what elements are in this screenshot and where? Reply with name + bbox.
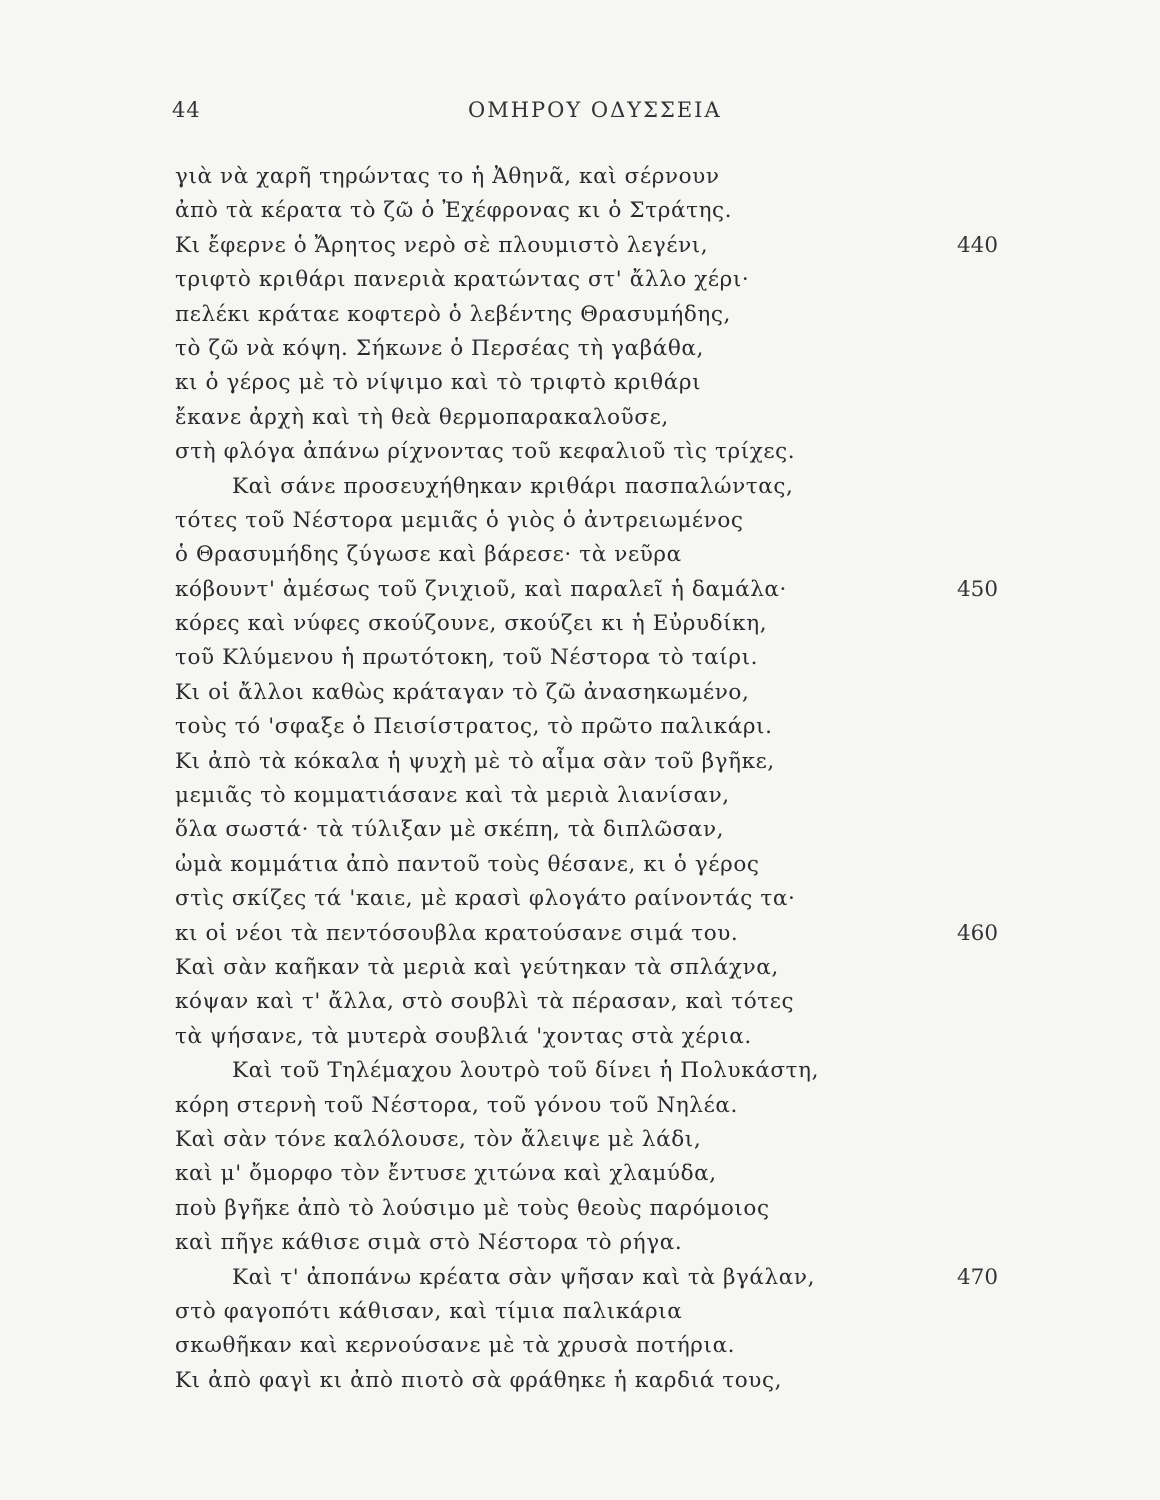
verse-line xyxy=(0,882,1160,916)
verse-text: γιὰ νὰ χαρῆ τηρώντας το ἡ Ἀθηνᾶ, καὶ σέρνουν xyxy=(175,164,720,189)
verse-line xyxy=(0,1089,1160,1123)
verse-line xyxy=(0,1295,1160,1329)
verse-line xyxy=(0,1157,1160,1191)
verse-line xyxy=(0,538,1160,572)
verse-text: καὶ μ' ὄμορφο τὸν ἔντυσε χιτώνα καὶ χλαμύδα, xyxy=(175,1161,717,1187)
verse-line xyxy=(0,1054,1160,1088)
verse-text: πελέκι κράταε κοφτερὸ ὁ λεβέντης Θρασυμήδης, xyxy=(175,301,731,327)
verse-line xyxy=(0,229,1160,263)
verse-line xyxy=(0,263,1160,297)
verse-line xyxy=(0,745,1160,779)
verse-text: τοῦ Κλύμενου ἡ πρωτότοκη, τοῦ Νέστορα τὸ ταίρι. xyxy=(175,645,759,671)
verse-text: στὶς σκίζες τά 'καιε, μὲ κρασὶ φλογάτο ραίνοντάς τα· xyxy=(175,886,796,912)
verse-text: ὠμὰ κομμάτια ἀπὸ παντοῦ τοὺς θέσανε, κι ὁ γέρος xyxy=(175,851,760,877)
verse-line xyxy=(0,1020,1160,1054)
verse-text: τριφτὸ κριθάρι πανεριὰ κρατώντας στ' ἄλλο χέρι· xyxy=(175,267,750,293)
verse-text: Καὶ σάνε προσευχήθηκαν κριθάρι πασπαλώντας, xyxy=(232,473,794,499)
verse-line xyxy=(0,641,1160,675)
line-number: 470 xyxy=(957,1264,999,1290)
verse-text: Καὶ σὰν τόνε καλόλουσε, τὸν ἄλειψε μὲ λάδι, xyxy=(175,1126,702,1152)
verse-line xyxy=(0,573,1160,607)
page-header xyxy=(0,98,1160,128)
verse-text: σκωθῆκαν καὶ κερνούσανε μὲ τὰ χρυσὰ ποτήρια. xyxy=(175,1333,736,1359)
verse-line xyxy=(0,779,1160,813)
line-number: 440 xyxy=(957,232,999,258)
verse-text: κι ὁ γέρος μὲ τὸ νίψιμο καὶ τὸ τριφτὸ κριθάρι xyxy=(175,370,702,396)
verse-text: Καὶ τοῦ Τηλέμαχου λουτρὸ τοῦ δίνει ἡ Πολυκάστη, xyxy=(232,1058,820,1084)
verse-text: ὁ Θρασυμήδης ζύγωσε καὶ βάρεσε· τὰ νεῦρα xyxy=(175,542,682,568)
verse-text: τὸ ζῶ νὰ κόψη. Σήκωνε ὁ Περσέας τὴ γαβάθα, xyxy=(175,335,704,361)
verse-line xyxy=(0,1364,1160,1398)
verse-line xyxy=(0,710,1160,744)
verse-text: Κι ἀπὸ τὰ κόκαλα ἡ ψυχὴ μὲ τὸ αἷμα σὰν τοῦ βγῆκε, xyxy=(175,748,775,774)
line-number: 450 xyxy=(957,576,999,602)
verse-text: κόψαν καὶ τ' ἄλλα, στὸ σουβλὶ τὰ πέρασαν, καὶ τότες xyxy=(175,989,795,1015)
verse-text: κόβουντ' ἀμέσως τοῦ ζνιχιοῦ, καὶ παραλεῖ ἡ δαμάλα· xyxy=(175,576,787,602)
verse-line xyxy=(0,607,1160,641)
running-head: ΟΜΗΡΟΥ ΟΔΥΣΣΕΙΑ xyxy=(468,98,722,122)
verse-text: κόρη στερνὴ τοῦ Νέστορα, τοῦ γόνου τοῦ Νηλέα. xyxy=(175,1092,738,1118)
verse-text: τὰ ψήσανε, τὰ μυτερὰ σουβλιά 'χοντας στὰ χέρια. xyxy=(175,1023,752,1049)
verse-text: Καὶ τ' ἀποπάνω κρέατα σὰν ψῆσαν καὶ τὰ βγάλαν, xyxy=(232,1264,815,1290)
verse-text: ὅλα σωστά· τὰ τύλιξαν μὲ σκέπη, τὰ διπλῶσαν, xyxy=(175,817,725,843)
verse-line xyxy=(0,1123,1160,1157)
verse-line xyxy=(0,160,1160,194)
verse-line xyxy=(0,470,1160,504)
verse-line xyxy=(0,504,1160,538)
verse-line xyxy=(0,813,1160,847)
verse-line xyxy=(0,1329,1160,1363)
verse-text: κόρες καὶ νύφες σκούζουνε, σκούζει κι ἡ Εὐρυδίκη, xyxy=(175,611,768,637)
verse-line xyxy=(0,194,1160,228)
verse-line xyxy=(0,951,1160,985)
verse-text: καὶ πῆγε κάθισε σιμὰ στὸ Νέστορα τὸ ρήγα. xyxy=(175,1230,683,1256)
verse-line xyxy=(0,401,1160,435)
verse-line xyxy=(0,985,1160,1019)
verse-text: Κι ἀπὸ φαγὶ κι ἀπὸ πιοτὸ σὰ φράθηκε ἡ καρδιά τους, xyxy=(175,1367,783,1393)
verse-text: Κι οἱ ἄλλοι καθὼς κράταγαν τὸ ζῶ ἀνασηκωμένο, xyxy=(175,679,750,705)
verse-line xyxy=(0,332,1160,366)
verse-line xyxy=(0,676,1160,710)
page-number: 44 xyxy=(172,98,201,122)
verse-line xyxy=(0,435,1160,469)
verse-text: κι οἱ νέοι τὰ πεντόσουβλα κρατούσανε σιμά του. xyxy=(175,920,739,946)
verse-text: ποὺ βγῆκε ἀπὸ τὸ λούσιμο μὲ τοὺς θεοὺς παρόμοιος xyxy=(175,1195,770,1221)
verse-block xyxy=(0,160,1160,1398)
verse-line xyxy=(0,1226,1160,1260)
verse-line xyxy=(0,366,1160,400)
verse-line xyxy=(0,917,1160,951)
verse-text: Κι ἔφερνε ὁ Ἄρητος νερὸ σὲ πλουμιστὸ λεγένι, xyxy=(175,232,709,258)
verse-line xyxy=(0,848,1160,882)
verse-line xyxy=(0,1261,1160,1295)
verse-text: τότες τοῦ Νέστορα μεμιᾶς ὁ γιὸς ὁ ἀντρειωμένος xyxy=(175,507,744,533)
verse-line xyxy=(0,1192,1160,1226)
verse-text: μεμιᾶς τὸ κομματιάσανε καὶ τὰ μεριὰ λιανίσαν, xyxy=(175,783,730,809)
verse-text: τοὺς τό 'σφαξε ὁ Πεισίστρατος, τὸ πρῶτο παλικάρι. xyxy=(175,714,773,740)
verse-line xyxy=(0,298,1160,332)
verse-text: Καὶ σὰν καῆκαν τὰ μεριὰ καὶ γεύτηκαν τὰ σπλάχνα, xyxy=(175,954,779,980)
line-number: 460 xyxy=(957,920,999,946)
verse-text: ἀπὸ τὰ κέρατα τὸ ζῶ ὁ Ἐχέφρονας κι ὁ Στράτης. xyxy=(175,198,733,224)
verse-text: ἔκανε ἀρχὴ καὶ τὴ θεὰ θερμοπαρακαλοῦσε, xyxy=(175,404,669,430)
verse-text: στὴ φλόγα ἀπάνω ρίχνοντας τοῦ κεφαλιοῦ τὶς τρίχες. xyxy=(175,439,796,465)
verse-text: στὸ φαγοπότι κάθισαν, καὶ τίμια παλικάρια xyxy=(175,1298,683,1324)
